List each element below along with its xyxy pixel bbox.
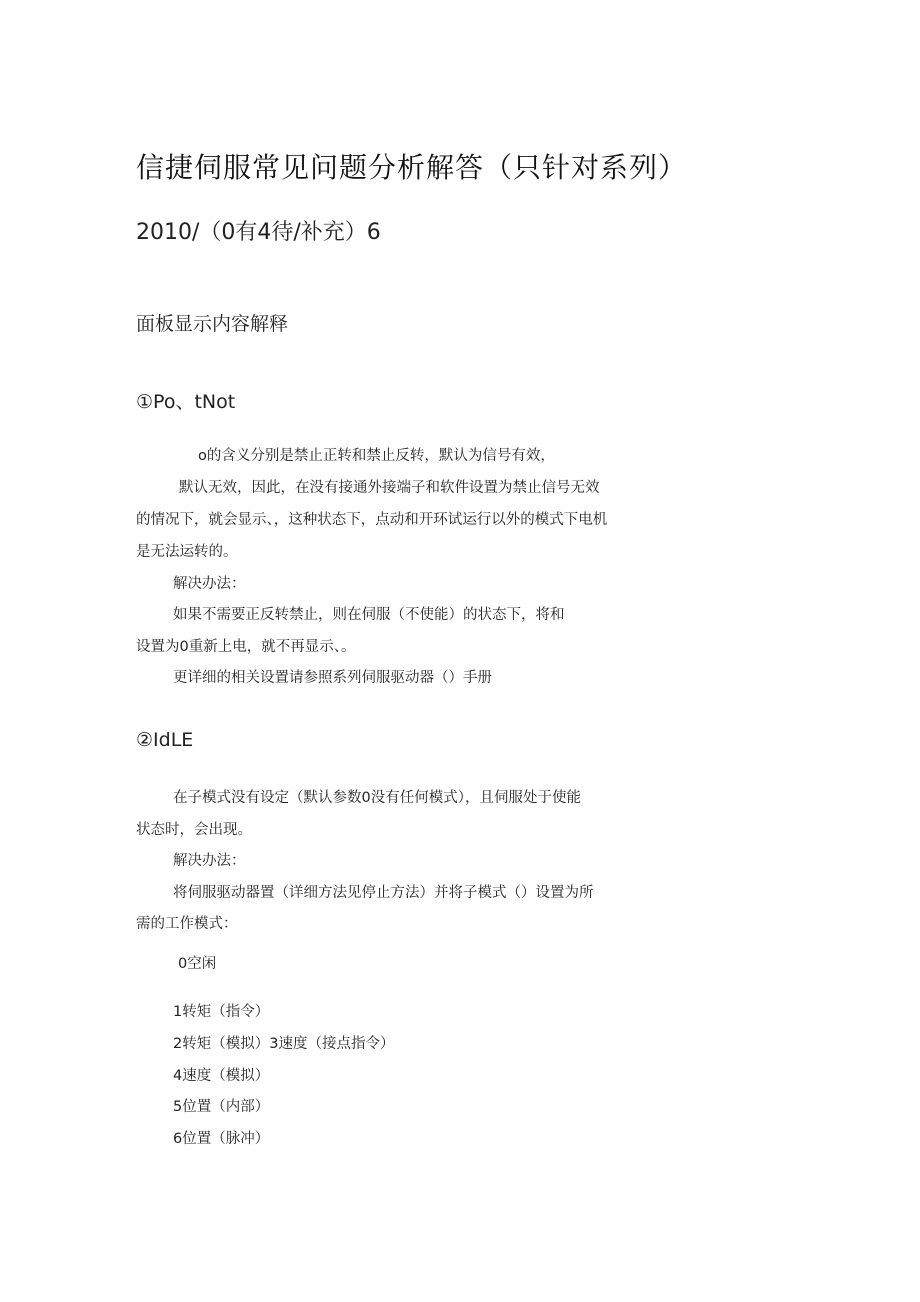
- section-heading: 面板显示内容解释: [136, 313, 289, 335]
- document-title: 信捷伺服常见问题分析解答（只针对系列）: [136, 151, 688, 184]
- mode-item: 2转矩（模拟）3速度（接点指令）: [173, 1036, 395, 1052]
- item2-line: 在子模式没有设定（默认参数0没有任何模式），且伺服处于使能: [173, 790, 581, 806]
- item1-line: 设置为0重新上电，就不再显示、。: [136, 639, 356, 655]
- item1-line: 默认无效，因此，在没有接通外接端子和软件设置为禁止信号无效: [179, 480, 600, 496]
- mode-item: 4速度（模拟）: [173, 1068, 270, 1084]
- item1-heading: ①Po、tNot: [136, 391, 236, 413]
- item1-line: 更详细的相关设置请参照系列伺服驱动器（）手册: [173, 670, 492, 686]
- item1-line: o的含义分别是禁止正转和禁止反转，默认为信号有效，: [198, 448, 555, 464]
- mode-item: 5位置（内部）: [173, 1099, 270, 1115]
- document-date: 2010/（0有4待/补充）6: [136, 220, 381, 245]
- item1-solution-label: 解决办法：: [173, 576, 246, 592]
- mode-item: 1转矩（指令）: [173, 1004, 270, 1020]
- item2-heading: ②IdLE: [136, 729, 194, 751]
- item1-line: 如果不需要正反转禁止，则在伺服（不使能）的状态下，将和: [173, 607, 565, 623]
- item2-line: 将伺服驱动器置（详细方法见停止方法）并将子模式（）设置为所: [173, 885, 594, 901]
- item1-line: 是无法运转的。: [136, 544, 238, 560]
- item2-line: 状态时，会出现。: [136, 822, 252, 838]
- mode-item: 6位置（脉冲）: [173, 1131, 270, 1147]
- item2-line: 需的工作模式：: [136, 916, 238, 932]
- item1-line: 的情况下，就会显示、，这种状态下，点动和开环试运行以外的模式下电机: [136, 512, 608, 528]
- mode-item: 0空闲: [178, 956, 217, 972]
- item2-solution-label: 解决办法：: [173, 853, 246, 869]
